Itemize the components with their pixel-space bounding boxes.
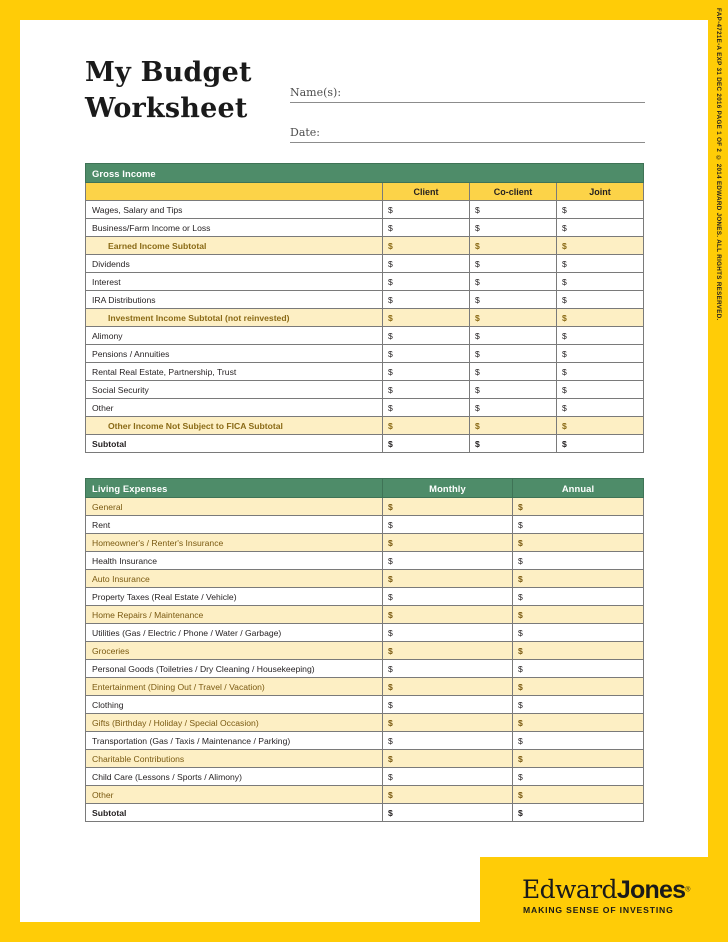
amount-input-cell[interactable]: $	[383, 750, 513, 768]
amount-input-cell[interactable]: $	[557, 435, 644, 453]
table-row	[86, 237, 644, 255]
amount-input-cell[interactable]: $	[383, 219, 470, 237]
amount-input-cell[interactable]: $	[513, 768, 644, 786]
amount-input-cell[interactable]: $	[383, 624, 513, 642]
amount-input-cell[interactable]: $	[470, 309, 557, 327]
table-row	[86, 498, 644, 516]
amount-input-cell[interactable]: $	[557, 399, 644, 417]
amount-input-cell[interactable]: $	[383, 732, 513, 750]
logo-tagline: MAKING SENSE OF INVESTING	[523, 905, 674, 915]
table-row	[86, 516, 644, 534]
names-field-line	[290, 102, 645, 103]
section-title: Living Expenses	[86, 479, 383, 498]
amount-input-cell[interactable]: $	[470, 291, 557, 309]
living-expenses-table	[85, 478, 644, 822]
row-label: Groceries	[86, 642, 383, 660]
column-header-monthly: Monthly	[383, 479, 513, 498]
registered-trademark-icon: ®	[685, 886, 691, 894]
amount-input-cell[interactable]: $	[557, 363, 644, 381]
table-row	[86, 201, 644, 219]
row-label: Social Security	[86, 381, 383, 399]
table-row	[86, 804, 644, 822]
row-label: Property Taxes (Real Estate / Vehicle)	[86, 588, 383, 606]
table-row	[86, 570, 644, 588]
amount-input-cell[interactable]: $	[513, 660, 644, 678]
row-label: Health Insurance	[86, 552, 383, 570]
amount-input-cell[interactable]: $	[470, 363, 557, 381]
amount-input-cell[interactable]: $	[470, 237, 557, 255]
amount-input-cell[interactable]: $	[383, 552, 513, 570]
amount-input-cell[interactable]: $	[557, 381, 644, 399]
amount-input-cell[interactable]: $	[557, 345, 644, 363]
amount-input-cell[interactable]: $	[383, 399, 470, 417]
column-header-spacer	[86, 183, 383, 201]
row-label: Rental Real Estate, Partnership, Trust	[86, 363, 383, 381]
amount-input-cell[interactable]: $	[557, 237, 644, 255]
amount-input-cell[interactable]: $	[513, 534, 644, 552]
amount-input-cell[interactable]: $	[470, 399, 557, 417]
amount-input-cell[interactable]: $	[470, 219, 557, 237]
table-row	[86, 696, 644, 714]
row-label: Gifts (Birthday / Holiday / Special Occasion)	[86, 714, 383, 732]
table-row	[86, 642, 644, 660]
amount-input-cell[interactable]: $	[557, 309, 644, 327]
amount-input-cell[interactable]: $	[383, 255, 470, 273]
table-row	[86, 327, 644, 345]
table-section-header-row	[86, 164, 644, 183]
row-label: Wages, Salary and Tips	[86, 201, 383, 219]
row-label: Subtotal	[86, 435, 383, 453]
row-label: Pensions / Annuities	[86, 345, 383, 363]
table-row	[86, 291, 644, 309]
table-column-header-row	[86, 183, 644, 201]
table-row	[86, 768, 644, 786]
table-row	[86, 399, 644, 417]
table-row	[86, 786, 644, 804]
amount-input-cell[interactable]: $	[513, 606, 644, 624]
amount-input-cell[interactable]: $	[557, 201, 644, 219]
row-label: Business/Farm Income or Loss	[86, 219, 383, 237]
amount-input-cell[interactable]: $	[383, 417, 470, 435]
amount-input-cell[interactable]: $	[470, 327, 557, 345]
amount-input-cell[interactable]: $	[383, 273, 470, 291]
table-row	[86, 750, 644, 768]
amount-input-cell[interactable]: $	[383, 381, 470, 399]
amount-input-cell[interactable]: $	[513, 570, 644, 588]
logo-word-jones: Jones	[616, 876, 686, 904]
column-header-joint: Joint	[557, 183, 644, 201]
amount-input-cell[interactable]: $	[383, 588, 513, 606]
table-row	[86, 363, 644, 381]
amount-input-cell[interactable]: $	[383, 696, 513, 714]
row-label: Entertainment (Dining Out / Travel / Vacation)	[86, 678, 383, 696]
amount-input-cell[interactable]: $	[383, 768, 513, 786]
amount-input-cell[interactable]: $	[557, 327, 644, 345]
amount-input-cell[interactable]: $	[513, 804, 644, 822]
page-title-line2: Worksheet	[85, 93, 248, 124]
amount-input-cell[interactable]: $	[383, 435, 470, 453]
row-label: Alimony	[86, 327, 383, 345]
names-field[interactable]	[290, 83, 645, 103]
table-row	[86, 660, 644, 678]
table-row	[86, 588, 644, 606]
table-row	[86, 381, 644, 399]
column-header-annual: Annual	[513, 479, 644, 498]
row-label: Other Income Not Subject to FICA Subtotal	[86, 417, 383, 435]
column-header-co-client: Co-client	[470, 183, 557, 201]
amount-input-cell[interactable]: $	[383, 327, 470, 345]
amount-input-cell[interactable]: $	[513, 732, 644, 750]
amount-input-cell[interactable]: $	[513, 696, 644, 714]
table-row	[86, 552, 644, 570]
row-label: Charitable Contributions	[86, 750, 383, 768]
amount-input-cell[interactable]: $	[557, 291, 644, 309]
gross-income-table	[85, 163, 644, 453]
amount-input-cell[interactable]: $	[513, 516, 644, 534]
amount-input-cell[interactable]: $	[383, 309, 470, 327]
table-row	[86, 732, 644, 750]
row-label: General	[86, 498, 383, 516]
row-label: Personal Goods (Toiletries / Dry Cleaning / Housekeeping)	[86, 660, 383, 678]
amount-input-cell[interactable]: $	[557, 417, 644, 435]
amount-input-cell[interactable]: $	[383, 498, 513, 516]
date-field-label: Date:	[290, 126, 321, 139]
row-label: Auto Insurance	[86, 570, 383, 588]
amount-input-cell[interactable]: $	[513, 678, 644, 696]
row-label: Utilities (Gas / Electric / Phone / Water / Garbage)	[86, 624, 383, 642]
row-label: Rent	[86, 516, 383, 534]
row-label: Other	[86, 786, 383, 804]
table-row	[86, 435, 644, 453]
table-row	[86, 417, 644, 435]
amount-input-cell[interactable]: $	[513, 642, 644, 660]
page-title-line1: My Budget	[85, 57, 252, 88]
amount-input-cell[interactable]: $	[383, 237, 470, 255]
row-label: Earned Income Subtotal	[86, 237, 383, 255]
table-row	[86, 624, 644, 642]
amount-input-cell[interactable]: $	[383, 660, 513, 678]
table-row	[86, 273, 644, 291]
table-section-header-row	[86, 479, 644, 498]
amount-input-cell[interactable]: $	[383, 363, 470, 381]
amount-input-cell[interactable]: $	[470, 435, 557, 453]
amount-input-cell[interactable]: $	[557, 219, 644, 237]
amount-input-cell[interactable]: $	[513, 786, 644, 804]
column-header-client: Client	[383, 183, 470, 201]
row-label: Clothing	[86, 696, 383, 714]
amount-input-cell[interactable]: $	[383, 291, 470, 309]
amount-input-cell[interactable]: $	[383, 345, 470, 363]
row-label: Dividends	[86, 255, 383, 273]
amount-input-cell[interactable]: $	[383, 606, 513, 624]
amount-input-cell[interactable]: $	[513, 552, 644, 570]
amount-input-cell[interactable]: $	[470, 255, 557, 273]
row-label: Interest	[86, 273, 383, 291]
amount-input-cell[interactable]: $	[513, 750, 644, 768]
amount-input-cell[interactable]: $	[383, 534, 513, 552]
section-title: Gross Income	[86, 164, 644, 183]
row-label: Subtotal	[86, 804, 383, 822]
table-row	[86, 678, 644, 696]
amount-input-cell[interactable]: $	[513, 624, 644, 642]
amount-input-cell[interactable]: $	[470, 381, 557, 399]
table-row	[86, 309, 644, 327]
amount-input-cell[interactable]: $	[383, 516, 513, 534]
amount-input-cell[interactable]: $	[383, 642, 513, 660]
table-row	[86, 714, 644, 732]
row-label: Homeowner's / Renter's Insurance	[86, 534, 383, 552]
amount-input-cell[interactable]: $	[513, 498, 644, 516]
amount-input-cell[interactable]: $	[470, 201, 557, 219]
row-label: Transportation (Gas / Taxis / Maintenance / Parking)	[86, 732, 383, 750]
table-row	[86, 606, 644, 624]
amount-input-cell[interactable]: $	[383, 570, 513, 588]
row-label: IRA Distributions	[86, 291, 383, 309]
legal-disclosure-vertical: FAP-4721E-A EXP 31 DEC 2016 PAGE 1 OF 2 © 2014 EDWARD JONES. ALL RIGHTS RESERVED.	[715, 8, 722, 321]
amount-input-cell[interactable]: $	[470, 273, 557, 291]
table-row	[86, 255, 644, 273]
amount-input-cell[interactable]: $	[557, 273, 644, 291]
logo-word-edward: Edward	[522, 875, 617, 904]
amount-input-cell[interactable]: $	[383, 678, 513, 696]
table-row	[86, 345, 644, 363]
page-title	[85, 55, 295, 127]
amount-input-cell[interactable]: $	[383, 714, 513, 732]
table-row	[86, 219, 644, 237]
amount-input-cell[interactable]: $	[557, 255, 644, 273]
date-field-line	[290, 142, 645, 143]
row-label: Home Repairs / Maintenance	[86, 606, 383, 624]
table-row	[86, 534, 644, 552]
amount-input-cell[interactable]: $	[383, 804, 513, 822]
logo-wordmark	[522, 875, 690, 905]
names-field-label: Name(s):	[290, 86, 342, 99]
amount-input-cell[interactable]: $	[470, 417, 557, 435]
amount-input-cell[interactable]: $	[470, 345, 557, 363]
amount-input-cell[interactable]: $	[513, 714, 644, 732]
row-label: Other	[86, 399, 383, 417]
document-header	[85, 55, 645, 160]
amount-input-cell[interactable]: $	[513, 588, 644, 606]
amount-input-cell[interactable]: $	[383, 201, 470, 219]
date-field[interactable]	[290, 123, 645, 143]
edward-jones-logo	[480, 857, 728, 942]
row-label: Child Care (Lessons / Sports / Alimony)	[86, 768, 383, 786]
amount-input-cell[interactable]: $	[383, 786, 513, 804]
row-label: Investment Income Subtotal (not reinvested)	[86, 309, 383, 327]
